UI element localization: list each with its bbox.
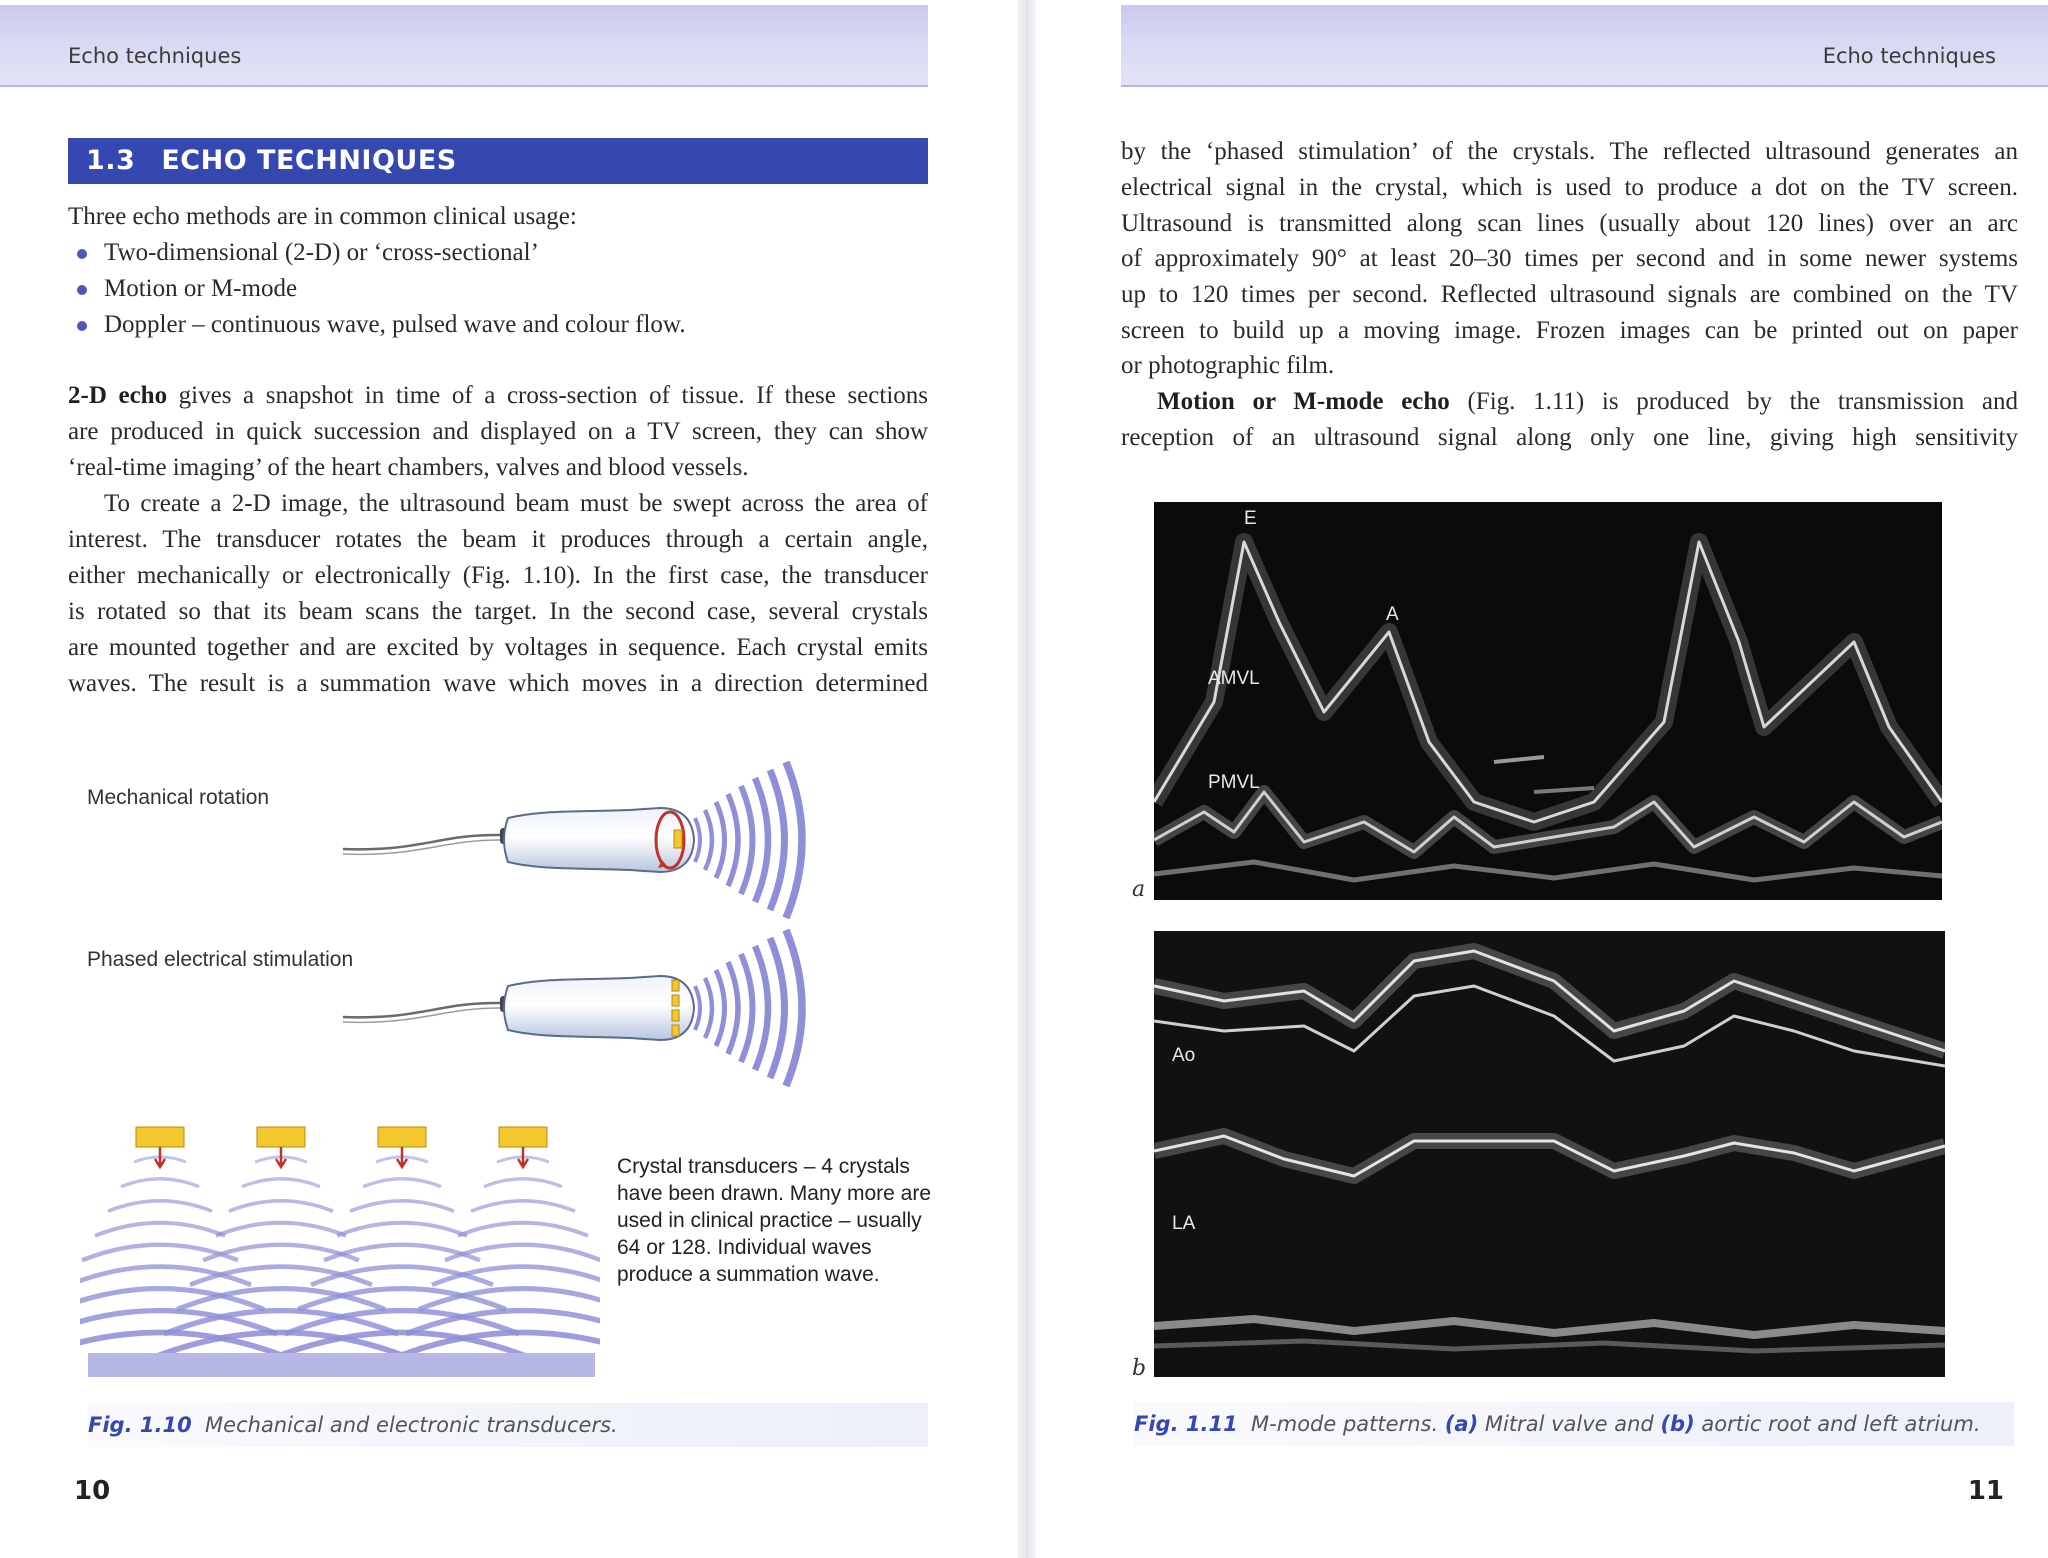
section-heading [68, 138, 928, 184]
crystal-block [378, 1127, 426, 1147]
label-amvl: AMVL [1208, 668, 1260, 689]
paragraph-line: or photographic film. [1121, 352, 1335, 379]
crystal-note-line: Crystal transducers – 4 crystals [617, 1155, 910, 1178]
wave-arc [95, 1223, 225, 1236]
m-mode-panel-a [1154, 502, 1942, 900]
paragraph-line: 2-D echo gives a snapshot in time of a cross-section of tissue. If these sections [68, 382, 928, 409]
crystal-block [136, 1127, 184, 1147]
paragraph-line: interest. The transducer rotates the beam it produces through a certain angle, [68, 526, 928, 553]
paragraph-line: by the ‘phased stimulation’ of the crystals. The reflected ultrasound generates an [1121, 138, 2018, 165]
crystal-note [617, 1153, 931, 1288]
paragraph-line: screen to build up a moving image. Frozen images can be printed out on paper [1121, 317, 2018, 344]
crystal-element [151, 1127, 411, 1359]
crystal-array [80, 1127, 600, 1359]
wave-arc [229, 1201, 333, 1211]
wave-arc [108, 1201, 212, 1211]
wave-arc [471, 1201, 575, 1211]
crystal-element [272, 1127, 532, 1359]
paragraph-line: is rotated so that its beam scans the target. In the second case, several crystals [68, 598, 928, 625]
bullet-icon [77, 285, 87, 295]
mechanical-wave-fan [695, 762, 802, 918]
label-mechanical-rotation: Mechanical rotation [87, 786, 270, 809]
page-number-left: 10 [74, 1476, 111, 1506]
paragraph-line: are produced in quick succession and displayed on a TV screen, they can show [68, 418, 928, 445]
paragraph-line: of approximately 90° at least 20–30 times per second and in some newer systems [1121, 245, 2018, 272]
transducer-diagram [0, 740, 1018, 1100]
wave-arc [458, 1223, 588, 1236]
crystal-wave-diagram [80, 1125, 600, 1380]
wave-arc [350, 1201, 454, 1211]
paragraph-line: To create a 2-D image, the ultrasound beam must be swept across the area of [104, 490, 928, 517]
term-2d-echo: 2-D echo [68, 382, 168, 409]
bullet-icon [77, 249, 87, 259]
crystal-note-line: produce a summation wave. [617, 1263, 880, 1286]
panel-a-letter: a [1132, 877, 1146, 902]
mechanical-probe [343, 808, 694, 872]
phased-probe [343, 976, 694, 1040]
wave-arc [337, 1223, 467, 1236]
crystal-block [499, 1127, 547, 1147]
label-pmvl: PMVL [1208, 772, 1260, 793]
wave-arc [363, 1179, 441, 1187]
section-number: 1.3 [86, 145, 136, 176]
crystal-note-line: have been drawn. Many more are [617, 1182, 932, 1205]
wave-arc [242, 1179, 320, 1187]
m-mode-panel-b [1154, 931, 1945, 1377]
paragraph-line: electrical signal in the crystal, which is used to produce a dot on the TV screen. [1121, 174, 2018, 201]
label-aorta: Ao [1172, 1045, 1196, 1066]
label-left-atrium: LA [1172, 1213, 1196, 1234]
section-title: ECHO TECHNIQUES [161, 145, 457, 176]
book-gutter [1018, 0, 1036, 1558]
panel-b-letter: b [1132, 1356, 1147, 1381]
label-e-wave: E [1244, 508, 1257, 529]
label-a-wave: A [1386, 604, 1399, 625]
caption-figure-number: Fig. 1.10 [88, 1413, 192, 1437]
paragraph-line: reception of an ultrasound signal along only one line, giving high sensitivity [1121, 424, 2018, 451]
wave-arc [121, 1179, 199, 1187]
summation-wave-band [88, 1353, 595, 1377]
paragraph-line: are mounted together and are excited by voltages in sequence. Each crystal emits [68, 634, 928, 661]
wave-arc [216, 1223, 346, 1236]
paragraph-line: Ultrasound is transmitted along scan lines (usually about 120 lines) over an arc [1121, 210, 2018, 237]
left-page [0, 0, 1018, 1558]
caption-text: Mechanical and electronic transducers. [205, 1413, 618, 1437]
paragraph-line: waves. The result is a summation wave which moves in a direction determined [68, 670, 928, 697]
caption-figure-number: Fig. 1.11 [1134, 1412, 1238, 1436]
paragraph-line: Motion or M-mode echo (Fig. 1.11) is produced by the transmission and [1157, 388, 2019, 415]
left-running-head: Echo techniques [68, 44, 242, 68]
paragraph-line: either mechanically or electronically (Fig. 1.10). In the first case, the transducer [68, 562, 928, 589]
list-item: Doppler – continuous wave, pulsed wave and colour flow. [68, 307, 686, 343]
intro-text: Three echo methods are in common clinical usage: [68, 203, 577, 230]
crystal-block [257, 1127, 305, 1147]
page-number-right: 11 [1967, 1476, 2004, 1506]
figure-caption-1-10 [88, 1403, 928, 1447]
phased-wave-fan [695, 930, 802, 1086]
figure-caption-1-11: Fig. 1.11 M-mode patterns. (a) Mitral valve and (b) aortic root and left atrium. [1134, 1402, 2014, 1446]
bullet-icon [77, 321, 87, 331]
term-m-mode: Motion or M-mode echo [1157, 388, 1450, 415]
wave-arc [432, 1267, 600, 1285]
right-running-head: Echo techniques [1822, 44, 1996, 68]
crystal-note-line: used in clinical practice – usually [617, 1209, 922, 1232]
list-item: Motion or M-mode [68, 271, 686, 307]
wave-arc [484, 1179, 562, 1187]
list-item: Two-dimensional (2-D) or ‘cross-sectional’ [68, 235, 686, 271]
label-phased-stimulation: Phased electrical stimulation [87, 948, 354, 971]
paragraph-line: ‘real-time imaging’ of the heart chambers, valves and blood vessels. [68, 454, 749, 481]
paragraph-line: up to 120 times per second. Reflected ultrasound signals are combined on the TV [1121, 281, 2018, 308]
method-list [68, 235, 686, 343]
crystal-note-line: 64 or 128. Individual waves [617, 1236, 872, 1259]
right-page [1036, 0, 2048, 1558]
